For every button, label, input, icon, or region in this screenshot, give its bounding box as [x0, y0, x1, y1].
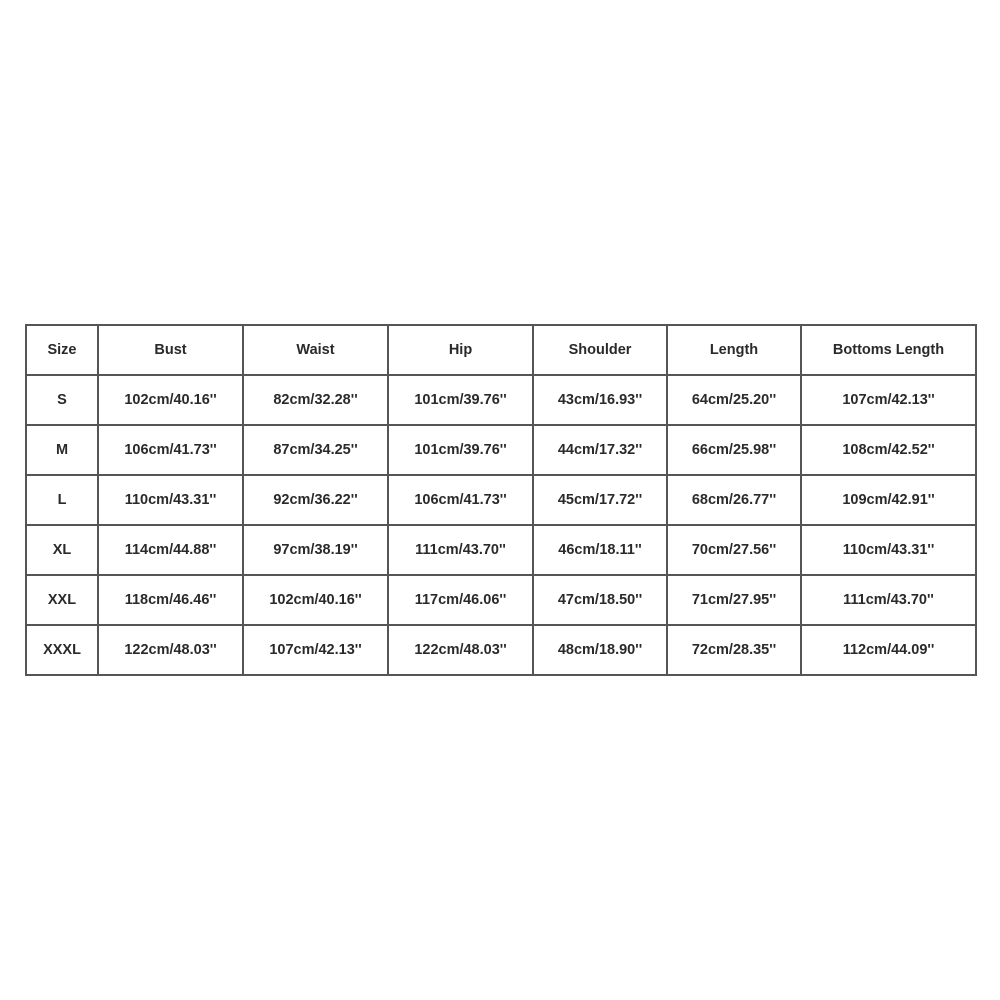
- table-row: [26, 525, 976, 575]
- cell-size: M: [26, 425, 98, 475]
- table-row: [26, 425, 976, 475]
- cell-bottoms-length: 107cm/42.13'': [801, 375, 976, 425]
- cell-hip: 111cm/43.70'': [388, 525, 533, 575]
- cell-size: XXXL: [26, 625, 98, 675]
- cell-length: 64cm/25.20'': [667, 375, 801, 425]
- cell-shoulder: 47cm/18.50'': [533, 575, 667, 625]
- cell-shoulder: 44cm/17.32'': [533, 425, 667, 475]
- cell-length: 70cm/27.56'': [667, 525, 801, 575]
- header-waist: Waist: [243, 325, 388, 375]
- cell-size: XL: [26, 525, 98, 575]
- header-shoulder: Shoulder: [533, 325, 667, 375]
- cell-shoulder: 43cm/16.93'': [533, 375, 667, 425]
- cell-bottoms-length: 112cm/44.09'': [801, 625, 976, 675]
- header-bust: Bust: [98, 325, 243, 375]
- cell-size: XXL: [26, 575, 98, 625]
- cell-bottoms-length: 109cm/42.91'': [801, 475, 976, 525]
- table-row: [26, 375, 976, 425]
- cell-hip: 106cm/41.73'': [388, 475, 533, 525]
- cell-size: L: [26, 475, 98, 525]
- cell-waist: 87cm/34.25'': [243, 425, 388, 475]
- cell-bust: 114cm/44.88'': [98, 525, 243, 575]
- cell-waist: 102cm/40.16'': [243, 575, 388, 625]
- cell-bust: 102cm/40.16'': [98, 375, 243, 425]
- cell-waist: 92cm/36.22'': [243, 475, 388, 525]
- table-row: [26, 625, 976, 675]
- cell-bottoms-length: 110cm/43.31'': [801, 525, 976, 575]
- cell-bust: 118cm/46.46'': [98, 575, 243, 625]
- cell-shoulder: 48cm/18.90'': [533, 625, 667, 675]
- cell-bottoms-length: 108cm/42.52'': [801, 425, 976, 475]
- cell-shoulder: 46cm/18.11'': [533, 525, 667, 575]
- cell-waist: 97cm/38.19'': [243, 525, 388, 575]
- header-length: Length: [667, 325, 801, 375]
- cell-waist: 82cm/32.28'': [243, 375, 388, 425]
- cell-shoulder: 45cm/17.72'': [533, 475, 667, 525]
- cell-bust: 110cm/43.31'': [98, 475, 243, 525]
- size-chart-table: [25, 324, 977, 676]
- cell-bust: 106cm/41.73'': [98, 425, 243, 475]
- header-row: [26, 325, 976, 375]
- header-hip: Hip: [388, 325, 533, 375]
- cell-hip: 101cm/39.76'': [388, 375, 533, 425]
- cell-size: S: [26, 375, 98, 425]
- cell-hip: 117cm/46.06'': [388, 575, 533, 625]
- cell-length: 72cm/28.35'': [667, 625, 801, 675]
- cell-hip: 122cm/48.03'': [388, 625, 533, 675]
- cell-hip: 101cm/39.76'': [388, 425, 533, 475]
- cell-length: 66cm/25.98'': [667, 425, 801, 475]
- cell-bottoms-length: 111cm/43.70'': [801, 575, 976, 625]
- header-bottoms-length: Bottoms Length: [801, 325, 976, 375]
- cell-waist: 107cm/42.13'': [243, 625, 388, 675]
- table-row: [26, 475, 976, 525]
- cell-length: 71cm/27.95'': [667, 575, 801, 625]
- cell-length: 68cm/26.77'': [667, 475, 801, 525]
- table-row: [26, 575, 976, 625]
- header-size: Size: [26, 325, 98, 375]
- cell-bust: 122cm/48.03'': [98, 625, 243, 675]
